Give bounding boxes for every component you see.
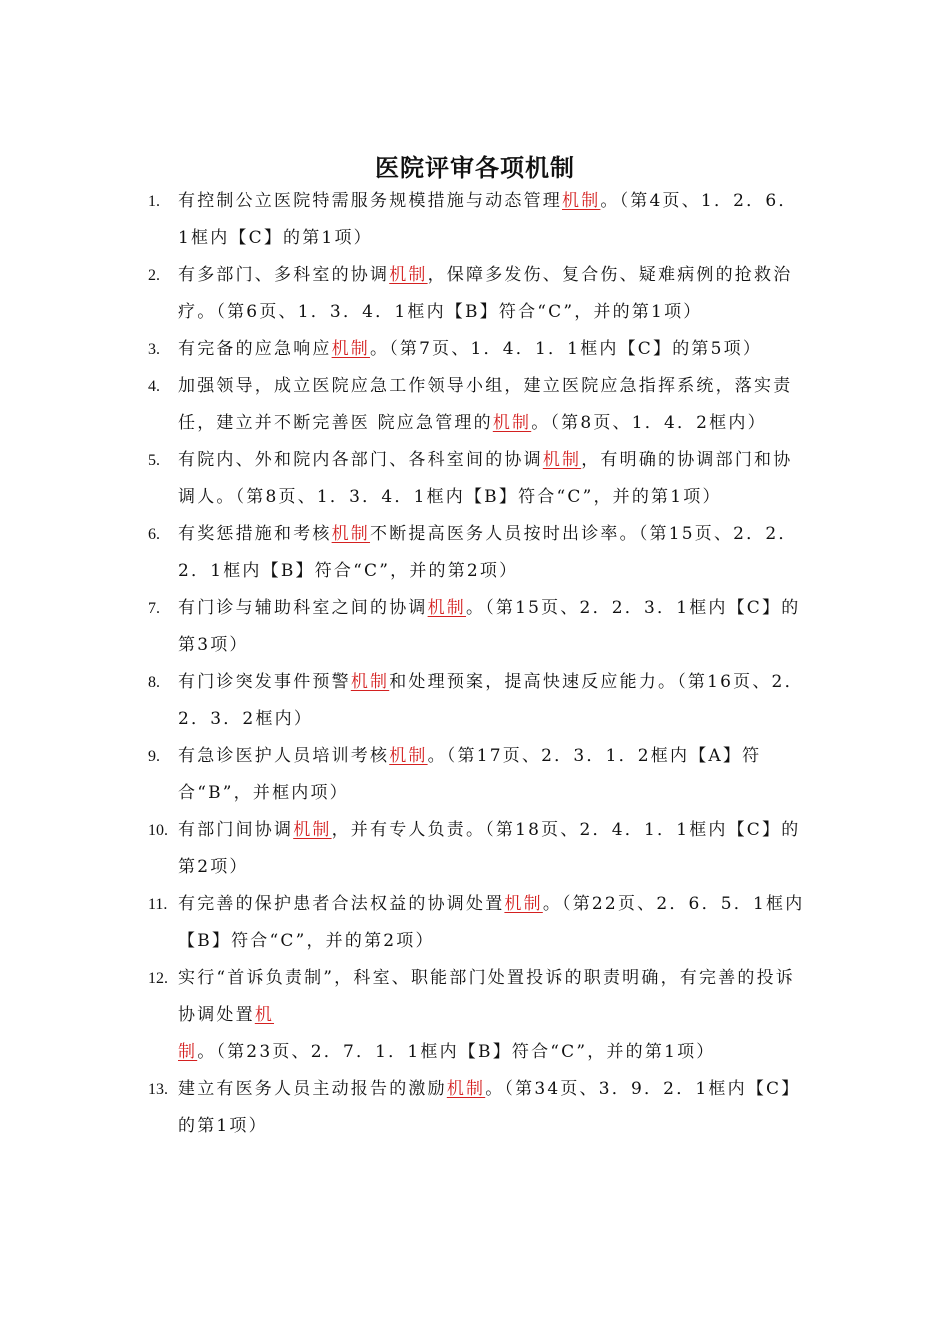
keyword-highlight: 机制 <box>389 746 428 766</box>
keyword-highlight: 机制 <box>178 1005 275 1062</box>
keyword-highlight: 机制 <box>293 820 332 840</box>
item-text: 建立有医务人员主动报告的激励 <box>178 1079 447 1099</box>
item-text: 有控制公立医院特需服务规模措施与动态管理 <box>178 191 562 211</box>
item-number: 10. <box>148 822 168 839</box>
item-number: 3. <box>148 341 160 358</box>
keyword-highlight: 机制 <box>446 1079 486 1099</box>
keyword-highlight: 机制 <box>504 894 543 914</box>
keyword-highlight: 机制 <box>350 672 390 692</box>
mechanism-list <box>148 183 808 1145</box>
item-text: 有部门间协调 <box>178 820 294 840</box>
item-number: 7. <box>148 600 160 617</box>
item-reference: ，有明确的协调部门和协调人。（第8页、1．3．4．1框内【B】符合“C”，并的第1项） <box>178 450 793 507</box>
item-number: 5. <box>148 452 160 469</box>
page-title: 医院评审各项机制 <box>375 154 575 183</box>
item-text: 有急诊医护人员培训考核 <box>178 746 390 766</box>
item-text: 有奖惩措施和考核 <box>178 524 332 544</box>
item-text: 有完善的保护患者合法权益的协调处置 <box>178 894 505 914</box>
item-text: 实行“首诉负责制”，科室、职能部门处置投诉的职责明确，有完善的投诉协调处置 <box>178 968 795 1025</box>
item-number: 13. <box>148 1081 168 1098</box>
keyword-highlight: 机制 <box>492 413 532 433</box>
keyword-highlight: 机制 <box>542 450 582 470</box>
keyword-highlight: 机制 <box>331 339 371 359</box>
item-text: 有完备的应急响应 <box>178 339 332 359</box>
list-item <box>148 812 808 886</box>
list-item <box>148 590 808 664</box>
list-item <box>148 886 808 960</box>
keyword-highlight: 机制 <box>562 191 601 211</box>
item-number: 2. <box>148 267 160 284</box>
item-number: 12. <box>148 970 168 987</box>
item-text: 有门诊与辅助科室之间的协调 <box>178 598 428 618</box>
item-text: 有院内、外和院内各部门、各科室间的协调 <box>178 450 543 470</box>
item-number: 1. <box>148 193 160 210</box>
keyword-highlight: 机制 <box>389 265 428 285</box>
item-reference: ，并有专人负责。（第18页、2．4．1．1框内【C】的第2项） <box>178 820 801 877</box>
item-number: 6. <box>148 526 160 543</box>
item-reference: 。（第23页、2．7．1．1框内【B】符合“C”，并的第1项） <box>197 1042 716 1062</box>
item-number: 4. <box>148 378 160 395</box>
item-reference: 。（第17页、2．3．1．2框内【A】符合“B”，并框内项） <box>178 746 762 803</box>
list-item <box>148 442 808 516</box>
item-text: 加强领导，成立医院应急工作领导小组，建立医院应急指挥系统，落实责任，建立并不断完善医 院应急管理的 <box>178 376 793 433</box>
list-item <box>148 738 808 812</box>
item-reference: ，保障多发伤、复合伤、疑难病例的抢救治疗。（第6页、1．3．4．1框内【B】符合“C”，并的第1项） <box>178 265 793 322</box>
keyword-highlight: 机制 <box>331 524 371 544</box>
item-reference: 。（第22页、2．6．5．1框内【B】符合“C”，并的第2项） <box>178 894 805 951</box>
item-reference: 和处理预案，提高快速反应能力。（第16页、2．2．3．2框内） <box>178 672 804 729</box>
item-reference: 。（第7页、1．4．1．1框内【C】的第5项） <box>370 339 763 359</box>
list-item <box>148 368 808 442</box>
keyword-highlight: 机制 <box>427 598 467 618</box>
list-item <box>148 960 808 1071</box>
item-reference: 。（第4页、1．2．6．1框内【C】的第1项） <box>178 191 798 248</box>
list-item <box>148 183 808 257</box>
item-number: 11. <box>148 896 168 913</box>
item-text: 有门诊突发事件预警 <box>178 672 351 692</box>
item-reference: 。（第8页、1．4．2框内） <box>531 413 767 433</box>
list-item <box>148 257 808 331</box>
item-text: 有多部门、多科室的协调 <box>178 265 390 285</box>
list-item <box>148 331 808 368</box>
item-number: 8. <box>148 674 160 691</box>
item-reference: 不断提高医务人员按时出诊率。（第15页、2．2．2．1框内【B】符合“C”，并的第2项） <box>178 524 798 581</box>
list-item <box>148 1071 808 1145</box>
item-number: 9. <box>148 748 160 765</box>
list-item <box>148 516 808 590</box>
item-reference: 。（第34页、3．9．2．1框内【C】的第1项） <box>178 1079 801 1136</box>
item-reference: 。（第15页、2．2．3．1框内【C】的第3项） <box>178 598 801 655</box>
list-item <box>148 664 808 738</box>
